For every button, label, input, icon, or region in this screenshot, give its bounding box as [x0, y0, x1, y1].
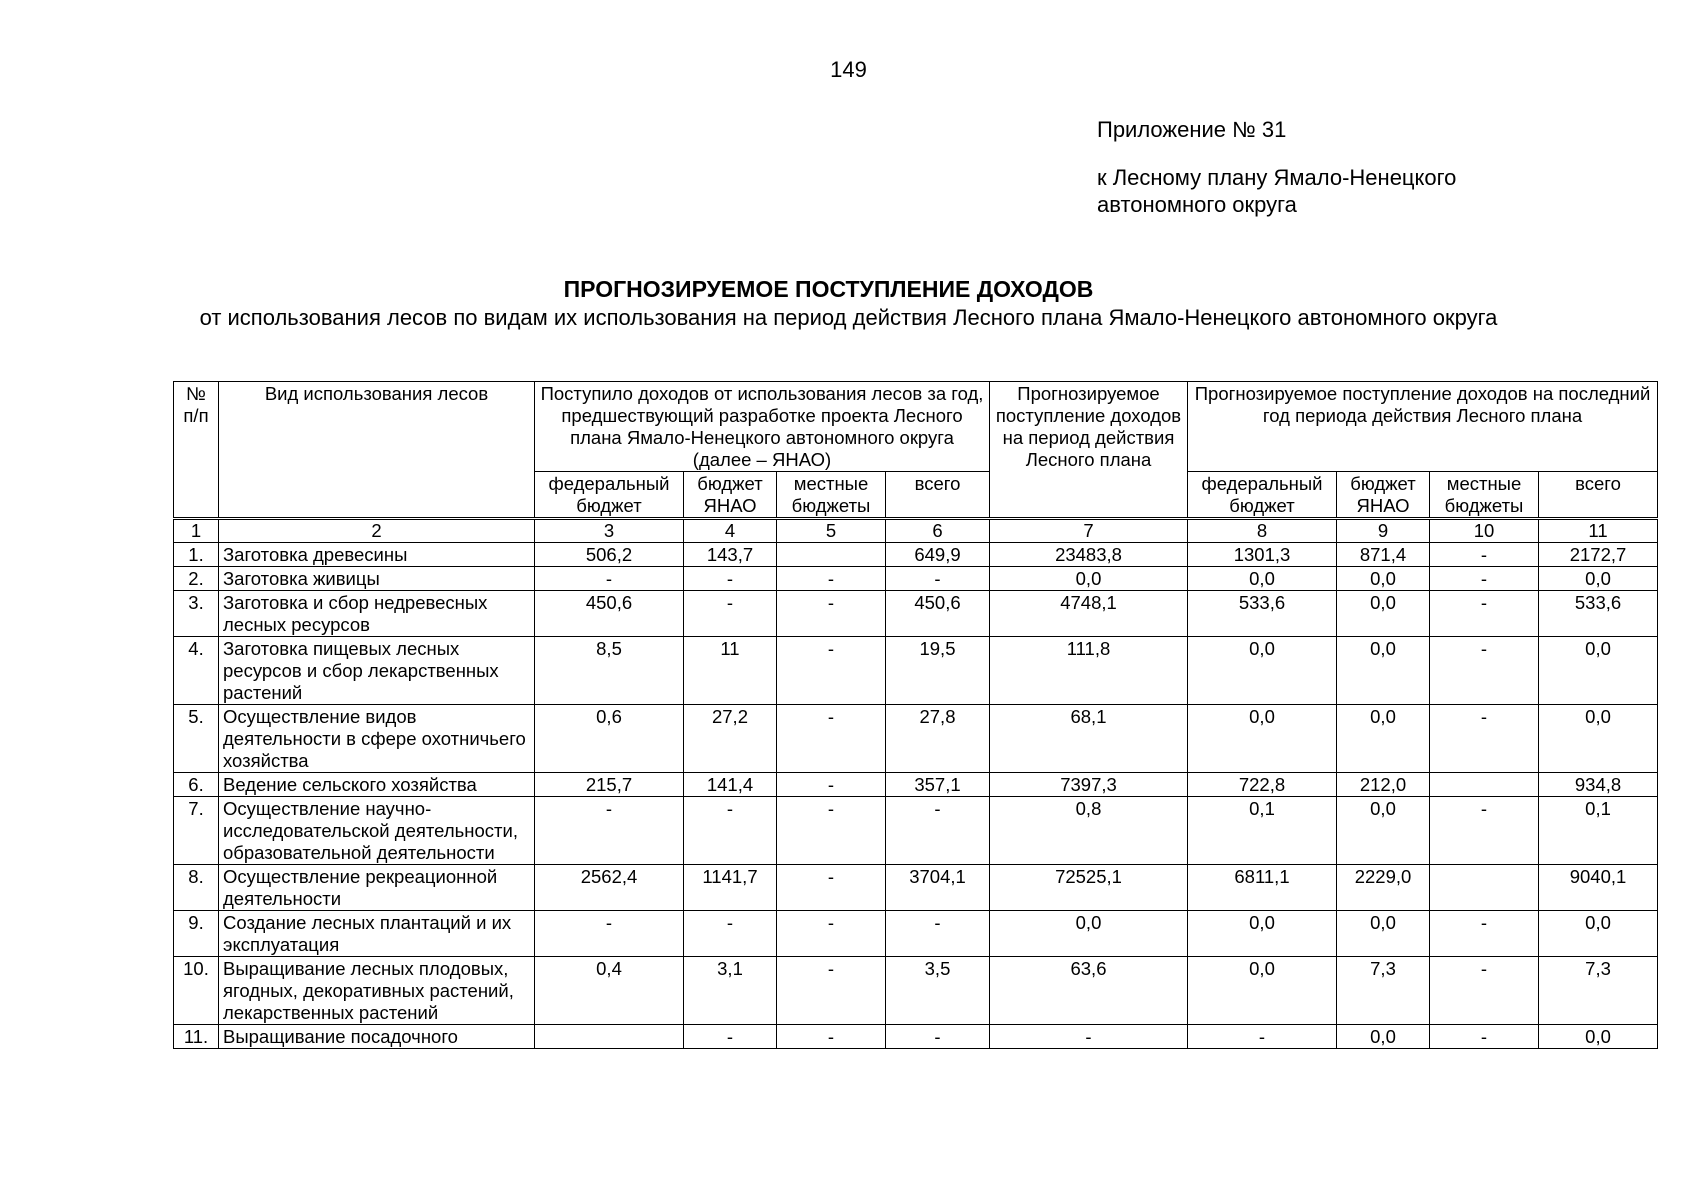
appendix-line-1: к Лесному плану Ямало-Ненецкого	[1097, 165, 1457, 190]
row-value-c4: 1141,7	[684, 865, 777, 911]
row-value-c5	[777, 543, 886, 567]
row-value-c3: 8,5	[535, 637, 684, 705]
table-row	[174, 543, 1658, 567]
row-value-c9: 0,0	[1337, 705, 1430, 773]
row-value-c11: 0,0	[1539, 567, 1658, 591]
row-value-c11: 0,0	[1539, 1025, 1658, 1049]
row-value-c6: 450,6	[886, 591, 990, 637]
row-value-c4: 141,4	[684, 773, 777, 797]
row-name: Ведение сельского хозяйства	[219, 773, 535, 797]
row-number: 6.	[174, 773, 219, 797]
column-number: 6	[886, 519, 990, 543]
row-name: Заготовка пищевых лесных ресурсов и сбор лекарственных растений	[219, 637, 535, 705]
row-value-c7: 0,0	[990, 911, 1188, 957]
row-value-c8: 6811,1	[1188, 865, 1337, 911]
row-value-c4: -	[684, 797, 777, 865]
row-value-c7: 0,0	[990, 567, 1188, 591]
row-value-c8: 0,0	[1188, 705, 1337, 773]
row-number: 11.	[174, 1025, 219, 1049]
row-value-c4: -	[684, 567, 777, 591]
row-value-c6: -	[886, 567, 990, 591]
row-value-c8: 722,8	[1188, 773, 1337, 797]
row-value-c5: -	[777, 591, 886, 637]
row-value-c10	[1430, 865, 1539, 911]
column-number: 8	[1188, 519, 1337, 543]
row-value-c9: 212,0	[1337, 773, 1430, 797]
table-row	[174, 957, 1658, 1025]
header-federal: федеральный бюджет	[1188, 472, 1337, 519]
row-name: Выращивание посадочного	[219, 1025, 535, 1049]
row-name: Заготовка и сбор недревесных лесных ресурсов	[219, 591, 535, 637]
row-value-c6: 649,9	[886, 543, 990, 567]
row-value-c8: -	[1188, 1025, 1337, 1049]
row-value-c10: -	[1430, 797, 1539, 865]
row-name: Заготовка живицы	[219, 567, 535, 591]
row-value-c7: 0,8	[990, 797, 1188, 865]
row-value-c4: -	[684, 911, 777, 957]
document-subtitle: от использования лесов по видам их использования на период действия Лесного плана Ямало-Ненецкого автономного округа	[199, 305, 1498, 330]
row-value-c7: -	[990, 1025, 1188, 1049]
row-value-c5: -	[777, 567, 886, 591]
row-value-c10	[1430, 773, 1539, 797]
header-total: всего	[1539, 472, 1658, 519]
row-value-c10: -	[1430, 567, 1539, 591]
header-type: Вид использования лесов	[219, 382, 535, 519]
row-name: Осуществление рекреационной деятельности	[219, 865, 535, 911]
row-value-c9: 2229,0	[1337, 865, 1430, 911]
row-value-c6: -	[886, 1025, 990, 1049]
row-value-c10: -	[1430, 957, 1539, 1025]
table-row	[174, 797, 1658, 865]
row-value-c4: -	[684, 591, 777, 637]
income-table	[173, 381, 1658, 1049]
row-value-c11: 9040,1	[1539, 865, 1658, 911]
row-value-c6: 3704,1	[886, 865, 990, 911]
row-value-c9: 0,0	[1337, 797, 1430, 865]
header-forecast-period: Прогнозируемое поступление доходов на период действия Лесного плана	[990, 382, 1188, 519]
row-value-c11: 7,3	[1539, 957, 1658, 1025]
row-value-c4: 143,7	[684, 543, 777, 567]
row-number: 5.	[174, 705, 219, 773]
column-number: 10	[1430, 519, 1539, 543]
row-value-c11: 2172,7	[1539, 543, 1658, 567]
table-row	[174, 705, 1658, 773]
row-name: Создание лесных плантаций и их эксплуатация	[219, 911, 535, 957]
column-number: 11	[1539, 519, 1658, 543]
row-value-c11: 0,0	[1539, 637, 1658, 705]
row-value-c9: 7,3	[1337, 957, 1430, 1025]
row-value-c9: 0,0	[1337, 591, 1430, 637]
row-value-c7: 63,6	[990, 957, 1188, 1025]
row-value-c11: 0,0	[1539, 911, 1658, 957]
header-local: местные бюджеты	[1430, 472, 1539, 519]
row-value-c11: 0,0	[1539, 705, 1658, 773]
row-name: Осуществление видов деятельности в сфере охотничьего хозяйства	[219, 705, 535, 773]
row-name: Осуществление научно-исследовательской деятельности, образовательной деятельности	[219, 797, 535, 865]
header-local: местные бюджеты	[777, 472, 886, 519]
column-number: 4	[684, 519, 777, 543]
row-value-c7: 4748,1	[990, 591, 1188, 637]
header-no: № п/п	[174, 382, 219, 519]
row-value-c5: -	[777, 773, 886, 797]
column-number: 9	[1337, 519, 1430, 543]
appendix-number: Приложение № 31	[1097, 117, 1287, 142]
page-number: 149	[830, 57, 867, 82]
row-value-c3: 0,6	[535, 705, 684, 773]
row-value-c3: 2562,4	[535, 865, 684, 911]
row-name: Заготовка древесины	[219, 543, 535, 567]
row-value-c10: -	[1430, 1025, 1539, 1049]
row-value-c4: 11	[684, 637, 777, 705]
row-value-c6: -	[886, 797, 990, 865]
row-value-c10: -	[1430, 705, 1539, 773]
row-value-c3: 0,4	[535, 957, 684, 1025]
table-row	[174, 591, 1658, 637]
row-number: 3.	[174, 591, 219, 637]
row-value-c3: 506,2	[535, 543, 684, 567]
table-row	[174, 637, 1658, 705]
table-row	[174, 865, 1658, 911]
row-value-c9: 0,0	[1337, 567, 1430, 591]
row-value-c7: 23483,8	[990, 543, 1188, 567]
row-value-c8: 0,0	[1188, 957, 1337, 1025]
header-received: Поступило доходов от использования лесов за год, предшествующий разработке проекта Лесного плана Ямало-Ненецкого автономного округа (далее – ЯНАО)	[535, 382, 990, 472]
row-value-c9: 0,0	[1337, 911, 1430, 957]
row-value-c10: -	[1430, 911, 1539, 957]
row-value-c8: 0,0	[1188, 911, 1337, 957]
row-value-c3: -	[535, 911, 684, 957]
row-value-c11: 934,8	[1539, 773, 1658, 797]
row-value-c3	[535, 1025, 684, 1049]
header-federal: федеральный бюджет	[535, 472, 684, 519]
row-value-c4: 27,2	[684, 705, 777, 773]
title-block	[0, 276, 1697, 331]
row-value-c10: -	[1430, 637, 1539, 705]
header-total: всего	[886, 472, 990, 519]
row-number: 8.	[174, 865, 219, 911]
row-value-c11: 533,6	[1539, 591, 1658, 637]
row-value-c5: -	[777, 865, 886, 911]
appendix-note	[1097, 116, 1456, 218]
row-number: 9.	[174, 911, 219, 957]
table-row	[174, 567, 1658, 591]
header-row-1	[174, 382, 1658, 472]
row-number: 7.	[174, 797, 219, 865]
row-value-c5: -	[777, 637, 886, 705]
row-value-c8: 1301,3	[1188, 543, 1337, 567]
row-value-c5: -	[777, 911, 886, 957]
row-value-c11: 0,1	[1539, 797, 1658, 865]
row-value-c8: 0,0	[1188, 567, 1337, 591]
table-row	[174, 773, 1658, 797]
appendix-line-2: автономного округа	[1097, 192, 1297, 217]
row-number: 10.	[174, 957, 219, 1025]
row-value-c3: -	[535, 797, 684, 865]
column-numbers-row	[174, 519, 1658, 543]
column-number: 2	[219, 519, 535, 543]
row-value-c6: -	[886, 911, 990, 957]
row-value-c6: 3,5	[886, 957, 990, 1025]
column-number: 1	[174, 519, 219, 543]
row-number: 2.	[174, 567, 219, 591]
row-value-c8: 533,6	[1188, 591, 1337, 637]
row-value-c3: 215,7	[535, 773, 684, 797]
document-title: ПРОГНОЗИРУЕМОЕ ПОСТУПЛЕНИЕ ДОХОДОВ	[563, 276, 1094, 302]
row-number: 1.	[174, 543, 219, 567]
row-value-c8: 0,0	[1188, 637, 1337, 705]
row-value-c5: -	[777, 797, 886, 865]
row-value-c10: -	[1430, 591, 1539, 637]
row-value-c6: 19,5	[886, 637, 990, 705]
row-value-c4: 3,1	[684, 957, 777, 1025]
table-row	[174, 911, 1658, 957]
row-value-c3: 450,6	[535, 591, 684, 637]
table-row	[174, 1025, 1658, 1049]
header-yanao: бюджет ЯНАО	[684, 472, 777, 519]
table-body	[174, 519, 1658, 1049]
header-yanao: бюджет ЯНАО	[1337, 472, 1430, 519]
row-value-c9: 871,4	[1337, 543, 1430, 567]
row-value-c9: 0,0	[1337, 637, 1430, 705]
row-value-c5: -	[777, 957, 886, 1025]
row-value-c5: -	[777, 705, 886, 773]
row-value-c4: -	[684, 1025, 777, 1049]
column-number: 3	[535, 519, 684, 543]
row-value-c7: 111,8	[990, 637, 1188, 705]
row-number: 4.	[174, 637, 219, 705]
row-value-c7: 72525,1	[990, 865, 1188, 911]
row-value-c6: 357,1	[886, 773, 990, 797]
column-number: 5	[777, 519, 886, 543]
row-value-c5: -	[777, 1025, 886, 1049]
row-value-c10: -	[1430, 543, 1539, 567]
header-forecast-last-year: Прогнозируемое поступление доходов на последний год периода действия Лесного плана	[1188, 382, 1658, 472]
column-number: 7	[990, 519, 1188, 543]
row-value-c3: -	[535, 567, 684, 591]
row-value-c6: 27,8	[886, 705, 990, 773]
row-value-c7: 68,1	[990, 705, 1188, 773]
row-value-c9: 0,0	[1337, 1025, 1430, 1049]
row-value-c8: 0,1	[1188, 797, 1337, 865]
row-name: Выращивание лесных плодовых, ягодных, декоративных растений, лекарственных растений	[219, 957, 535, 1025]
row-value-c7: 7397,3	[990, 773, 1188, 797]
